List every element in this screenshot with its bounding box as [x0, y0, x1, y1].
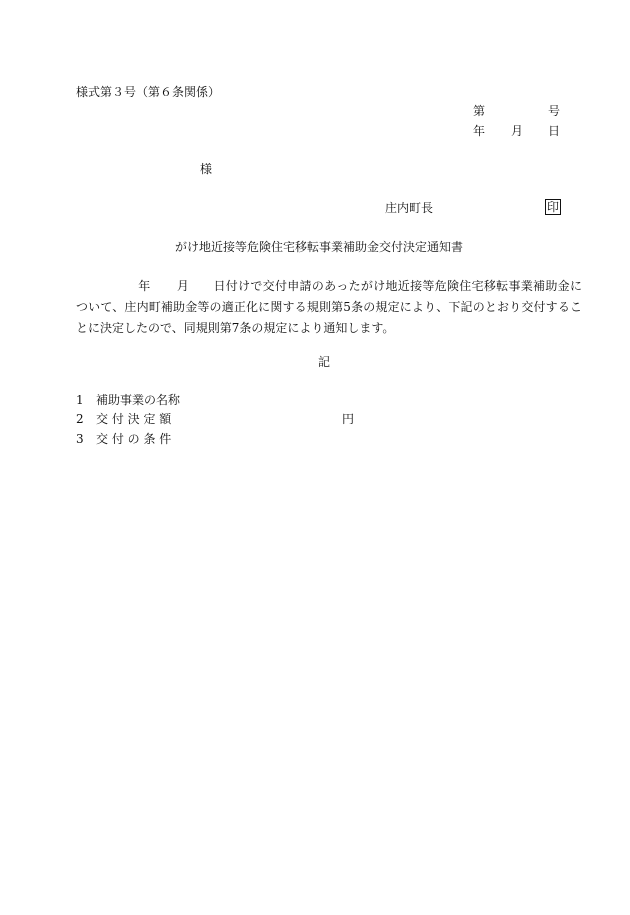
- body-text-line1: 日付けで交付申請のあったがけ地近接等危険住宅移転事業補助金: [213, 279, 570, 293]
- issuer-name: 庄内町長: [385, 201, 434, 215]
- ki-heading: 記: [318, 355, 331, 369]
- item-number: 2: [76, 412, 84, 426]
- date-day: 日: [548, 124, 561, 138]
- item-label: 交 付 の 条 件: [96, 432, 172, 446]
- date-month: 月: [511, 124, 524, 138]
- body-year: 年: [138, 279, 151, 293]
- document-title: がけ地近接等危険住宅移転事業補助金交付決定通知書: [175, 240, 464, 254]
- date-year: 年: [473, 124, 486, 138]
- doc-number-prefix: 第: [473, 104, 486, 118]
- addressee-suffix: 様: [200, 162, 213, 176]
- body-text-rest: について、庄内町補助金等の適正化に関する規則第5条の規定により、下記のとおり交付することに決定したので、同規則第7条の規定により通知します。: [76, 279, 582, 335]
- doc-number-suffix: 号: [548, 104, 561, 118]
- form-number: 様式第３号（第６条関係）: [76, 85, 221, 99]
- item-label: 交 付 決 定 額: [96, 412, 172, 426]
- item-label: 補助事業の名称: [96, 393, 181, 407]
- item-unit: 円: [342, 412, 355, 426]
- body-paragraph: [76, 276, 582, 339]
- item-number: 1: [76, 393, 84, 407]
- item-number: 3: [76, 432, 84, 446]
- body-month: 月: [176, 279, 190, 293]
- seal-box: 印: [547, 200, 560, 214]
